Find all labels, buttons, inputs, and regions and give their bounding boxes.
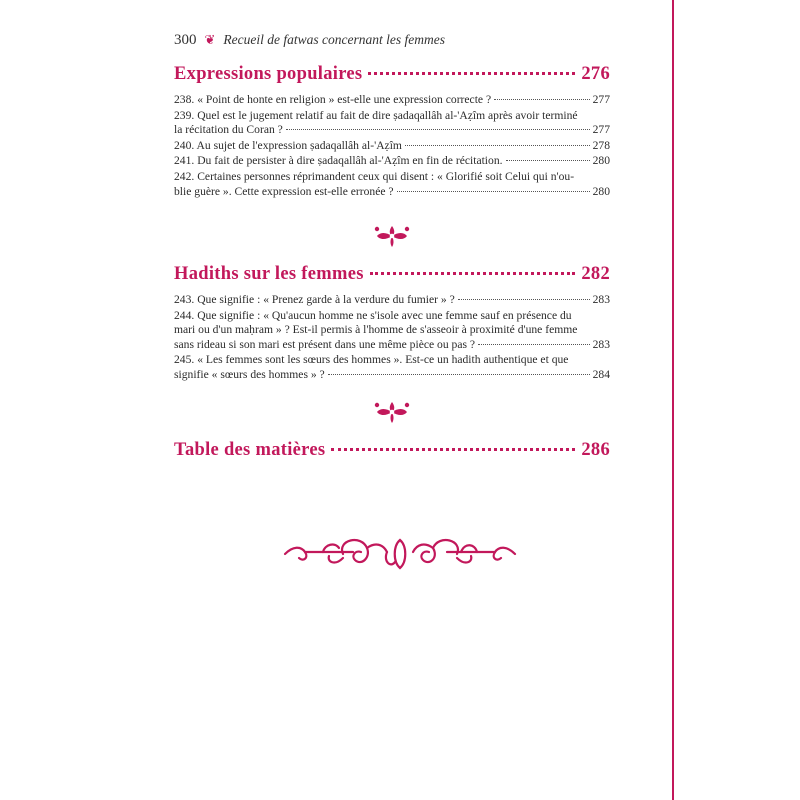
leader-dots (506, 160, 590, 161)
toc-entry[interactable] (174, 309, 610, 353)
toc-entry[interactable] (174, 139, 610, 154)
entry-text-line: 238. « Point de honte en religion » est-elle une expression correcte ? (174, 93, 492, 106)
leader-dots (331, 448, 575, 451)
section-page: 276 (581, 64, 610, 84)
leader-dots (458, 299, 590, 300)
leader-dots (397, 191, 590, 192)
section-page: 286 (581, 440, 610, 460)
section-title: Hadiths sur les femmes (174, 264, 364, 284)
entry-text-line: mari ou d'un maḥram » ? Est-il permis à l'homme de s'asseoir à proximité d'une femme (174, 323, 578, 337)
entry-text-line: 239. Quel est le jugement relatif au fait de dire ṣadaqallâh al-'Aẓîm après avoir terminé (174, 108, 578, 122)
leader-dots (368, 72, 575, 75)
leader-dots (328, 374, 590, 375)
running-head (174, 30, 445, 50)
leader-dots (370, 272, 576, 275)
toc-entry[interactable] (174, 353, 610, 382)
flourish-divider-icon (283, 532, 517, 576)
entry-text-line: signifie « sœurs des hommes » ? (174, 367, 325, 381)
entry-text-line: 245. « Les femmes sont les sœurs des hommes ». Est-ce un hadith authentique et que (174, 353, 569, 367)
section-title: Expressions populaires (174, 64, 363, 84)
entry-text-line: 242. Certaines personnes réprimandent ceux qui disent : « Glorifié soit Celui qui n'ou- (174, 169, 575, 183)
section-page: 282 (581, 264, 610, 284)
page-number: 300 (174, 31, 197, 48)
entry-page-number: 280 (592, 184, 610, 198)
entry-page-number: 284 (592, 367, 610, 381)
toc-entry[interactable] (174, 93, 610, 108)
toc-entry[interactable] (174, 293, 610, 308)
entry-page-number: 283 (592, 337, 610, 351)
entry-list (174, 293, 610, 383)
section-title: Table des matières (174, 440, 326, 460)
flourish-icon: ❦ (204, 32, 216, 47)
entry-text-line: 244. Que signifie : « Qu'aucun homme ne s'isole avec une femme sauf en présence du (174, 308, 572, 322)
page-edge-line (672, 0, 674, 800)
floral-ornament-icon (372, 398, 412, 426)
section-heading[interactable] (174, 440, 610, 461)
section-table-des-matieres (174, 440, 610, 461)
section-hadiths-sur-les-femmes (174, 264, 610, 384)
floral-ornament-icon (372, 222, 412, 250)
leader-dots (286, 129, 590, 130)
entry-page-number: 280 (592, 154, 610, 168)
toc-entry[interactable] (174, 170, 610, 199)
entry-text-line: blie guère ». Cette expression est-elle erronée ? (174, 184, 394, 198)
leader-dots (494, 99, 589, 100)
entry-text-line: 240. Au sujet de l'expression ṣadaqallâh al-'Aẓîm (174, 138, 402, 152)
entry-page-number: 277 (592, 123, 610, 137)
entry-text-line: la récitation du Coran ? (174, 123, 283, 137)
leader-dots (405, 145, 590, 146)
section-heading[interactable] (174, 64, 610, 85)
entry-page-number: 283 (592, 293, 610, 306)
toc-entry[interactable] (174, 109, 610, 138)
book-title: Recueil de fatwas concernant les femmes (223, 32, 445, 47)
entry-text-line: 241. Du fait de persister à dire ṣadaqallâh al-'Aẓîm en fin de récitation. (174, 154, 503, 168)
toc-entry[interactable] (174, 154, 610, 169)
section-expressions-populaires (174, 64, 610, 200)
entry-text-line: 243. Que signifie : « Prenez garde à la verdure du fumier » ? (174, 293, 455, 306)
entry-list (174, 93, 610, 199)
entry-page-number: 277 (592, 93, 610, 106)
section-heading[interactable] (174, 264, 610, 285)
leader-dots (478, 344, 590, 345)
entry-text-line: sans rideau si son mari est présent dans une même pièce ou pas ? (174, 337, 476, 351)
entry-page-number: 278 (592, 138, 610, 152)
